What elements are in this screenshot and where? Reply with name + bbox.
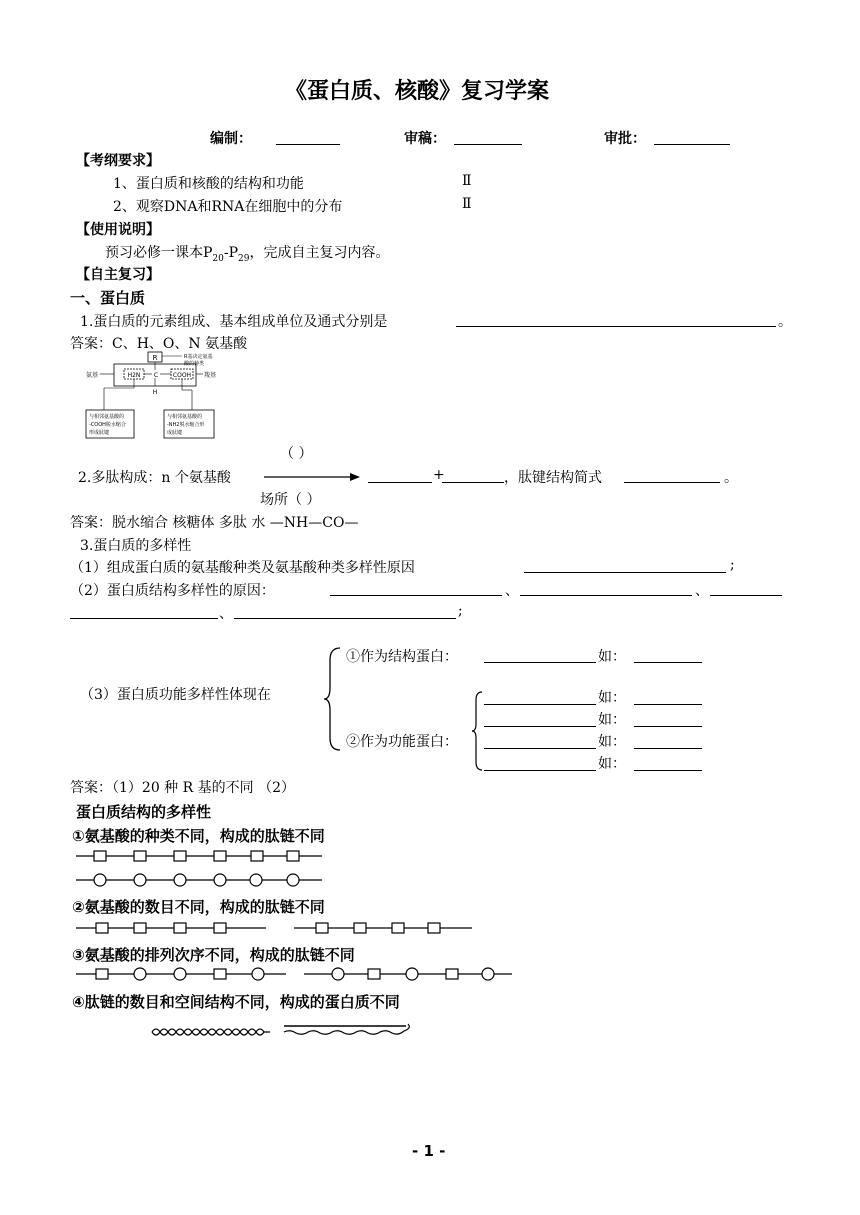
q1-end: 。 xyxy=(778,314,792,330)
q2-blank-1[interactable] xyxy=(368,468,432,483)
structural-blank[interactable] xyxy=(484,648,596,663)
diversity-point-4: ④肽链的数目和空间结构不同，构成的蛋白质不同 xyxy=(72,993,400,1011)
q3-sub1-end: ; xyxy=(730,557,735,573)
func-blank-4[interactable] xyxy=(484,756,596,771)
usage-heading: 【使用说明】 xyxy=(76,222,160,238)
structural-example-blank[interactable] xyxy=(634,648,702,663)
q3-sub3: （3）蛋白质功能多样性体现在 xyxy=(80,687,271,703)
q2-answer: 答案：脱水缩合 核糖体 多肽 水 —NH—CO— xyxy=(70,515,359,531)
r-note-1: R基决定氨基 xyxy=(184,354,213,360)
func-example-2[interactable] xyxy=(634,712,702,727)
q3-sub2-blank-3[interactable] xyxy=(710,581,782,596)
func-ru-4: 如： xyxy=(598,756,626,772)
q2-blank-3[interactable] xyxy=(624,468,720,483)
structural-ru: 如： xyxy=(598,649,626,665)
q1-answer: 答案：C、H、O、N 氨基酸 xyxy=(70,336,248,352)
q3-sep-2: 、 xyxy=(695,583,709,599)
q2-plus: + xyxy=(433,467,445,483)
reviewer-label: 审稿： xyxy=(404,131,446,147)
reviewer-blank[interactable] xyxy=(454,130,522,145)
func-ru-2: 如： xyxy=(598,712,626,728)
q2-blank-2[interactable] xyxy=(442,468,504,483)
func-blank-3[interactable] xyxy=(484,734,596,749)
outline-item-1-level: Ⅱ xyxy=(462,173,472,189)
q3-sub2: （2）蛋白质结构多样性的原因： xyxy=(70,583,275,599)
func-blank-1[interactable] xyxy=(484,690,596,705)
q3-sep-1: 、 xyxy=(505,583,519,599)
q3-sub1-blank[interactable] xyxy=(524,558,726,573)
box1-line1: 与相邻氨基酸的 xyxy=(89,414,125,420)
big-brace xyxy=(322,646,346,752)
outline-item-1: 1、蛋白质和核酸的结构和功能 xyxy=(113,176,304,192)
q3-title: 3.蛋白质的多样性 xyxy=(80,538,192,554)
diversity-point-1: ①氨基酸的种类不同，构成的肽链不同 xyxy=(72,827,325,845)
self-review-heading: 【自主复习】 xyxy=(76,267,160,283)
q2-text: 2.多肽构成：n 个氨基酸 xyxy=(78,470,231,486)
carboxyl-label: 羧基 xyxy=(204,372,217,379)
helix-chains xyxy=(150,1020,420,1044)
q3-sub2-blank-2[interactable] xyxy=(520,581,692,596)
page-title: 《蛋白质、核酸》复习学案 xyxy=(285,79,550,104)
approver-label: 审批： xyxy=(604,131,646,147)
chain-circles-1 xyxy=(76,872,326,888)
structural-label: ①作为结构蛋白： xyxy=(346,649,458,665)
diversity-heading: 蛋白质结构的多样性 xyxy=(76,803,212,821)
functional-label: ②作为功能蛋白： xyxy=(346,734,458,750)
func-blank-2[interactable] xyxy=(484,712,596,727)
h-label: H xyxy=(152,389,158,396)
r-label: R xyxy=(152,354,158,362)
q3-sub2-blank-1[interactable] xyxy=(330,581,502,596)
q1-text: 1.蛋白质的元素组成、基本组成单位及通式分别是 xyxy=(80,314,388,330)
func-example-3[interactable] xyxy=(634,734,702,749)
func-ru-3: 如： xyxy=(598,734,626,750)
q2-end: 。 xyxy=(724,470,738,486)
func-example-1[interactable] xyxy=(634,690,702,705)
box2-line2: -NH2脱水缩合形 xyxy=(167,422,205,428)
func-ru-1: 如： xyxy=(598,690,626,706)
page-number: - 1 - xyxy=(412,1142,446,1160)
small-brace xyxy=(470,690,484,772)
q2-bond-text: ，肽键结构简式 xyxy=(504,470,602,486)
q3-sub2-blank-4[interactable] xyxy=(70,604,218,619)
r-note-2: 酸的种类 xyxy=(184,361,205,367)
box2-line1: 与相邻氨基酸的 xyxy=(167,414,203,420)
q1-blank[interactable] xyxy=(456,312,776,327)
box2-line3: 成肽键 xyxy=(167,430,183,436)
diversity-point-3: ③氨基酸的排列次序不同，构成的肽链不同 xyxy=(72,946,355,964)
outline-item-2-level: Ⅱ xyxy=(462,196,472,212)
box1-line3: 形成肽键 xyxy=(89,430,110,436)
q3-semicolon: ; xyxy=(458,603,463,619)
q2-paren-top: （ ） xyxy=(280,446,313,462)
q3-sub1: （1）组成蛋白质的氨基酸种类及氨基酸种类多样性原因 xyxy=(70,560,415,576)
chain-squares-1 xyxy=(76,848,326,864)
usage-text: 预习必修一课本$P_{20}-P_{29}$，完成自主复习内容。 xyxy=(105,245,390,264)
outline-item-2: 2、观察DNA和RNA在细胞中的分布 xyxy=(113,199,343,215)
box1-line2: -COOH脱水缩合 xyxy=(89,422,126,428)
q3-sep-3: 、 xyxy=(219,606,233,622)
q3-sub2-blank-5[interactable] xyxy=(234,604,456,619)
outline-heading: 【考纲要求】 xyxy=(76,153,160,169)
c-label: C xyxy=(153,372,159,379)
q2-arrow xyxy=(262,470,362,484)
approver-blank[interactable] xyxy=(654,130,730,145)
chain-squares-2 xyxy=(76,920,476,936)
diversity-point-2: ②氨基酸的数目不同，构成的肽链不同 xyxy=(72,898,325,916)
func-example-4[interactable] xyxy=(634,756,702,771)
amino-acid-diagram xyxy=(84,350,224,442)
q2-place: 场所（ ） xyxy=(260,492,321,508)
q3-answer: 答案：（1）20 种 R 基的不同 （2） xyxy=(70,780,295,796)
h2n-label: H2N xyxy=(127,372,141,379)
editor-blank[interactable] xyxy=(276,130,340,145)
editor-label: 编制： xyxy=(210,131,252,147)
amino-label: 氨基 xyxy=(86,372,99,379)
chain-mixed xyxy=(76,966,516,982)
cooh-label: COOH xyxy=(172,372,192,379)
part1-heading: 一、蛋白质 xyxy=(70,289,146,307)
